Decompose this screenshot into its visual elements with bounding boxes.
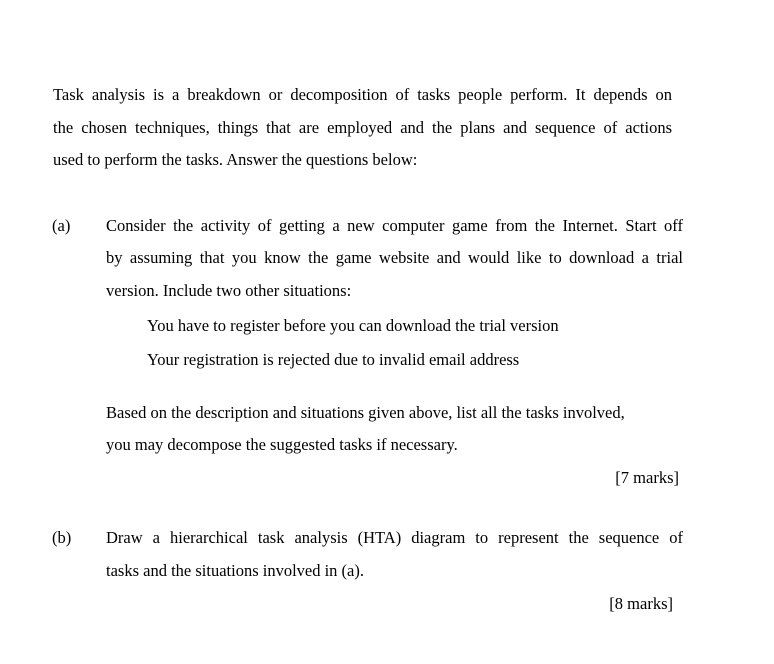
- question-a-line-1: Consider the activity of getting a new computer game from the Internet. Start off: [106, 216, 683, 235]
- question-a-marks: [7 marks]: [615, 468, 679, 487]
- question-a-instruction-2: you may decompose the suggested tasks if necessary.: [106, 435, 458, 454]
- question-b-line-2: tasks and the situations involved in (a).: [106, 561, 364, 580]
- intro-line-2: the chosen techniques, things that are employed and the plans and sequence of actions: [53, 118, 672, 137]
- question-a-line-3: version. Include two other situations:: [106, 281, 352, 300]
- question-b-label: (b): [52, 528, 72, 547]
- question-b-marks: [8 marks]: [609, 594, 673, 613]
- intro-line-1: Task analysis is a breakdown or decomposition of tasks people perform. It depends on: [53, 85, 672, 104]
- question-a-label: (a): [52, 216, 71, 235]
- situation-item: Your registration is rejected due to invalid email address: [147, 350, 520, 369]
- situation-item: You have to register before you can download the trial version: [147, 316, 559, 335]
- intro-line-3: used to perform the tasks. Answer the questions below:: [53, 150, 418, 169]
- question-a-line-2: by assuming that you know the game website and would like to download a trial: [106, 248, 683, 267]
- question-a-instruction-1: Based on the description and situations given above, list all the tasks involved,: [106, 403, 625, 422]
- question-b-line-1: Draw a hierarchical task analysis (HTA) diagram to represent the sequence of: [106, 528, 683, 547]
